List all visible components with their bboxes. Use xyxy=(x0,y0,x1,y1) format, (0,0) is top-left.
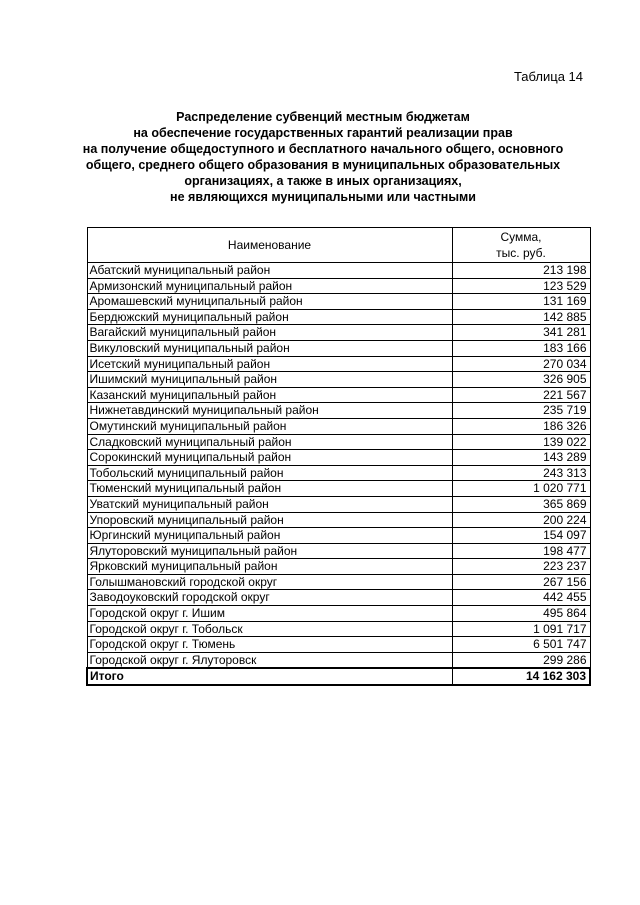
table-row xyxy=(87,294,590,310)
column-header-sum xyxy=(452,228,590,263)
table-row xyxy=(87,278,590,294)
table-row xyxy=(87,637,590,653)
municipality-name: Городской округ г. Ишим xyxy=(87,606,452,622)
table-total-row xyxy=(87,668,590,685)
subvention-amount: 267 156 xyxy=(452,574,590,590)
title-line: общего, среднего общего образования в муниципальных образовательных xyxy=(85,158,561,172)
municipality-name: Бердюжский муниципальный район xyxy=(87,309,452,325)
municipality-name: Тобольский муниципальный район xyxy=(87,465,452,481)
table-row xyxy=(87,340,590,356)
municipality-name: Сорокинский муниципальный район xyxy=(87,450,452,466)
municipality-name: Вагайский муниципальный район xyxy=(87,325,452,341)
table-row xyxy=(87,528,590,544)
title-line: Распределение субвенций местным бюджетам xyxy=(176,110,470,124)
column-header-sum-line1: Сумма, xyxy=(500,230,542,244)
subvention-amount: 299 286 xyxy=(452,652,590,668)
table-row xyxy=(87,496,590,512)
subvention-amount: 198 477 xyxy=(452,543,590,559)
subvention-amount: 213 198 xyxy=(452,263,590,279)
municipality-name: Ишимский муниципальный район xyxy=(87,372,452,388)
subvention-amount: 123 529 xyxy=(452,278,590,294)
municipality-name: Городской округ г. Ялуторовск xyxy=(87,652,452,668)
subvention-amount: 221 567 xyxy=(452,387,590,403)
municipality-name: Аромашевский муниципальный район xyxy=(87,294,452,310)
subvention-amount: 223 237 xyxy=(452,559,590,575)
table-row xyxy=(87,621,590,637)
table-row xyxy=(87,418,590,434)
subvention-distribution-table xyxy=(86,227,591,686)
table-row xyxy=(87,403,590,419)
municipality-name: Заводоуковский городской округ xyxy=(87,590,452,606)
table-row xyxy=(87,559,590,575)
column-header-name: Наименование xyxy=(87,228,452,263)
table-row xyxy=(87,434,590,450)
table-row xyxy=(87,590,590,606)
table-number-label: Таблица 14 xyxy=(513,69,583,84)
table-row xyxy=(87,543,590,559)
subvention-amount: 495 864 xyxy=(452,606,590,622)
subvention-amount: 270 034 xyxy=(452,356,590,372)
subvention-amount: 131 169 xyxy=(452,294,590,310)
municipality-name: Исетский муниципальный район xyxy=(87,356,452,372)
municipality-name: Нижнетавдинский муниципальный район xyxy=(87,403,452,419)
title-line: на обеспечение государственных гарантий реализации прав xyxy=(133,126,513,140)
municipality-name: Ялуторовский муниципальный район xyxy=(87,543,452,559)
subvention-amount: 243 313 xyxy=(452,465,590,481)
title-line: организациях, а также в иных организациях, xyxy=(184,174,462,188)
municipality-name: Уватский муниципальный район xyxy=(87,496,452,512)
subvention-amount: 1 091 717 xyxy=(452,621,590,637)
subvention-amount: 183 166 xyxy=(452,340,590,356)
municipality-name: Казанский муниципальный район xyxy=(87,387,452,403)
table-row xyxy=(87,652,590,668)
subvention-amount: 154 097 xyxy=(452,528,590,544)
table-row xyxy=(87,372,590,388)
subvention-amount: 143 289 xyxy=(452,450,590,466)
subvention-amount: 139 022 xyxy=(452,434,590,450)
municipality-name: Юргинский муниципальный район xyxy=(87,528,452,544)
document-title xyxy=(60,109,586,205)
table-body xyxy=(87,263,590,686)
subvention-amount: 235 719 xyxy=(452,403,590,419)
subvention-amount: 326 905 xyxy=(452,372,590,388)
table-row xyxy=(87,481,590,497)
subvention-amount: 341 281 xyxy=(452,325,590,341)
municipality-name: Викуловский муниципальный район xyxy=(87,340,452,356)
total-amount: 14 162 303 xyxy=(452,668,590,685)
municipality-name: Армизонский муниципальный район xyxy=(87,278,452,294)
municipality-name: Городской округ г. Тобольск xyxy=(87,621,452,637)
subvention-amount: 186 326 xyxy=(452,418,590,434)
municipality-name: Городской округ г. Тюмень xyxy=(87,637,452,653)
table-row xyxy=(87,309,590,325)
municipality-name: Ярковский муниципальный район xyxy=(87,559,452,575)
subvention-amount: 200 224 xyxy=(452,512,590,528)
column-header-sum-line2: тыс. руб. xyxy=(496,246,546,260)
municipality-name: Омутинский муниципальный район xyxy=(87,418,452,434)
municipality-name: Упоровский муниципальный район xyxy=(87,512,452,528)
municipality-name: Абатский муниципальный район xyxy=(87,263,452,279)
table-row xyxy=(87,512,590,528)
table-row xyxy=(87,356,590,372)
municipality-name: Тюменский муниципальный район xyxy=(87,481,452,497)
subvention-amount: 142 885 xyxy=(452,309,590,325)
municipality-name: Голышмановский городской округ xyxy=(87,574,452,590)
table-row xyxy=(87,606,590,622)
table-row xyxy=(87,574,590,590)
total-label: Итого xyxy=(87,668,452,685)
table-row xyxy=(87,450,590,466)
table-row xyxy=(87,325,590,341)
table-row xyxy=(87,263,590,279)
title-line: не являющихся муниципальными или частными xyxy=(170,190,476,204)
subvention-amount: 442 455 xyxy=(452,590,590,606)
subvention-amount: 1 020 771 xyxy=(452,481,590,497)
table-header-row xyxy=(87,228,590,263)
table-row xyxy=(87,465,590,481)
table-row xyxy=(87,387,590,403)
title-line: на получение общедоступного и бесплатного начального общего, основного xyxy=(82,142,564,156)
subvention-amount: 6 501 747 xyxy=(452,637,590,653)
subvention-amount: 365 869 xyxy=(452,496,590,512)
municipality-name: Сладковский муниципальный район xyxy=(87,434,452,450)
